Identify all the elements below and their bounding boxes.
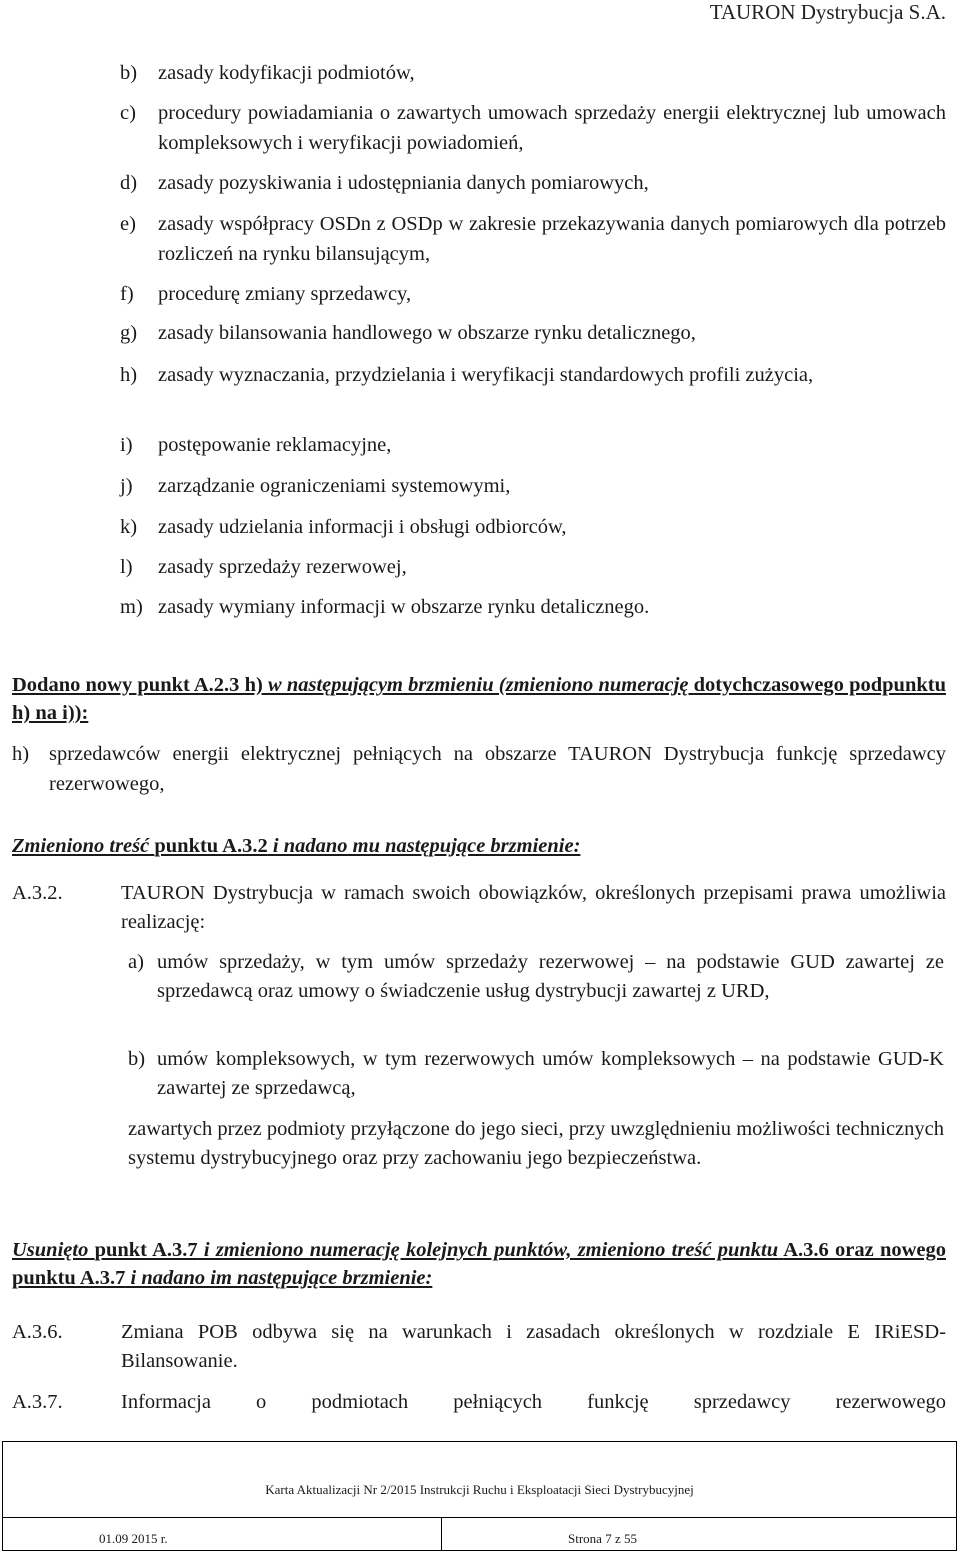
change-note-text: dotychczasowego podpunktu h) na i)): [12, 674, 946, 724]
list-item-text: zasady bilansowania handlowego w obszarze rynku detalicznego, [158, 322, 696, 344]
section-text: Zmiana POB odbywa się na warunkach i zasadach określonych w rozdziale E IRiESD-Bilansowanie. [121, 1321, 946, 1372]
section-number: A.3.6. [12, 1321, 63, 1343]
section-a36 [12, 1318, 946, 1376]
sub-item-label: a) [128, 951, 144, 973]
list-item-label: h) [12, 743, 30, 765]
list-item-label: h) [120, 364, 138, 386]
list-item-label: c) [120, 102, 136, 124]
list-item [120, 168, 946, 198]
list-item-text: zasady pozyskiwania i udostępniania danych pomiarowych, [158, 172, 649, 194]
list-item-label: m) [120, 596, 143, 618]
new-list-item [12, 739, 946, 799]
list-item-label: e) [120, 213, 136, 235]
change-note-heading [12, 1236, 946, 1292]
footer-page-number: Strona 7 z 55 [568, 1531, 637, 1546]
list-item-label: d) [120, 172, 138, 194]
section-a32 [12, 879, 946, 937]
footer-date: 01.09 2015 r. [99, 1531, 168, 1546]
section-text: TAURON Dystrybucja w ramach swoich obowiązków, określonych przepisami prawa umożliwia realizację: [121, 882, 946, 933]
change-note-text: i nadano im następujące brzmienie: [125, 1267, 433, 1289]
change-note-text: punkt A.3.7 [94, 1239, 198, 1261]
list-item-text: zasady wymiany informacji w obszarze rynku detalicznego. [158, 596, 650, 618]
footer-divider [3, 1517, 956, 1518]
change-note-heading [12, 832, 946, 860]
list-item-text: zasady wyznaczania, przydzielania i weryfikacji standardowych profili zużycia, [158, 364, 814, 386]
page-header-company: TAURON Dystrybucja S.A. [709, 0, 946, 24]
list-item [120, 98, 946, 158]
change-note-text: A.3.6 oraz nowego punktu A.3.7 [12, 1239, 947, 1289]
change-note-text: i nadano mu następujące brzmienie: [267, 835, 581, 857]
section-number: A.3.7. [12, 1391, 63, 1413]
list-item-text: zasady współpracy OSDn z OSDp w zakresie przekazywania danych pomiarowych dla potrzeb rozliczeń na rynku bilansującym, [158, 213, 946, 265]
list-item-text: zarządzanie ograniczeniami systemowymi, [158, 475, 511, 497]
footer-title: Karta Aktualizacji Nr 2/2015 Instrukcji Ruchu i Eksploatacji Sieci Dystrybucyjnej [265, 1482, 694, 1497]
section-number: A.3.2. [12, 882, 63, 904]
list-item-text: zasady udzielania informacji i obsługi odbiorców, [158, 516, 567, 538]
section-a37 [12, 1388, 946, 1417]
list-item-label: b) [120, 62, 138, 84]
list-item [120, 279, 946, 309]
list-item-text: zasady sprzedaży rezerwowej, [158, 556, 407, 578]
list-item [120, 512, 946, 542]
change-note-text: Zmieniono treść [12, 835, 155, 857]
list-item [120, 471, 946, 501]
change-note-text: punktu A.3.2 [154, 835, 268, 857]
list-item-text: zasady kodyfikacji podmiotów, [158, 62, 415, 84]
list-item-text: postępowanie reklamacyjne, [158, 434, 392, 456]
section-closing-text: zawartych przez podmioty przyłączone do jego sieci, przy uwzględnieniu możliwości technicznych systemu dystrybucyjnego oraz przy zachowaniu jego bezpieczeństwa. [128, 1118, 944, 1169]
list-item [120, 430, 946, 460]
list-item [120, 318, 946, 348]
change-note-text: w następującym brzmieniu (zmieniono numerację [267, 674, 689, 696]
list-item [120, 592, 946, 622]
list-item [120, 209, 946, 269]
footer-divider [441, 1517, 442, 1551]
change-note-text: Dodano nowy punkt A.2.3 h) [12, 674, 268, 696]
list-item [120, 360, 946, 390]
list-item-label: l) [120, 556, 133, 578]
change-note-heading [12, 671, 946, 727]
list-item-label: j) [120, 475, 133, 497]
list-item-text: sprzedawców energii elektrycznej pełniących na obszarze TAURON Dystrybucja funkcję sprzedawcy rezerwowego, [49, 743, 946, 795]
list-item-label: f) [120, 283, 134, 305]
list-item [120, 552, 946, 582]
change-note-text: i zmieniono numerację kolejnych punktów, zmieniono treść punktu [197, 1239, 779, 1261]
list-item [120, 58, 946, 88]
list-item-label: k) [120, 516, 138, 538]
change-note-text: Usunięto [12, 1239, 95, 1261]
list-item-label: g) [120, 322, 138, 344]
list-item-text: procedury powiadamiania o zawartych umowach sprzedaży energii elektrycznej lub umowach kompleksowych i weryfikacji powiadomień, [158, 102, 946, 154]
section-text: Informacja o podmiotach pełniących funkcję sprzedawcy rezerwowego [121, 1391, 946, 1413]
list-item-text: procedurę zmiany sprzedawcy, [158, 283, 412, 305]
sub-item-text: umów sprzedaży, w tym umów sprzedaży rezerwowej – na podstawie GUD zawartej ze sprzedawcą oraz umowy o świadczenie usług dystrybucji zawartej z URD, [157, 951, 944, 1002]
sub-item [128, 1045, 944, 1103]
sub-item-label: b) [128, 1048, 146, 1070]
sub-item [128, 948, 944, 1006]
page-footer [2, 1441, 957, 1551]
list-item-label: i) [120, 434, 133, 456]
sub-item-text: umów kompleksowych, w tym rezerwowych umów kompleksowych – na podstawie GUD-K zawartej ze sprzedawcą, [157, 1048, 944, 1099]
